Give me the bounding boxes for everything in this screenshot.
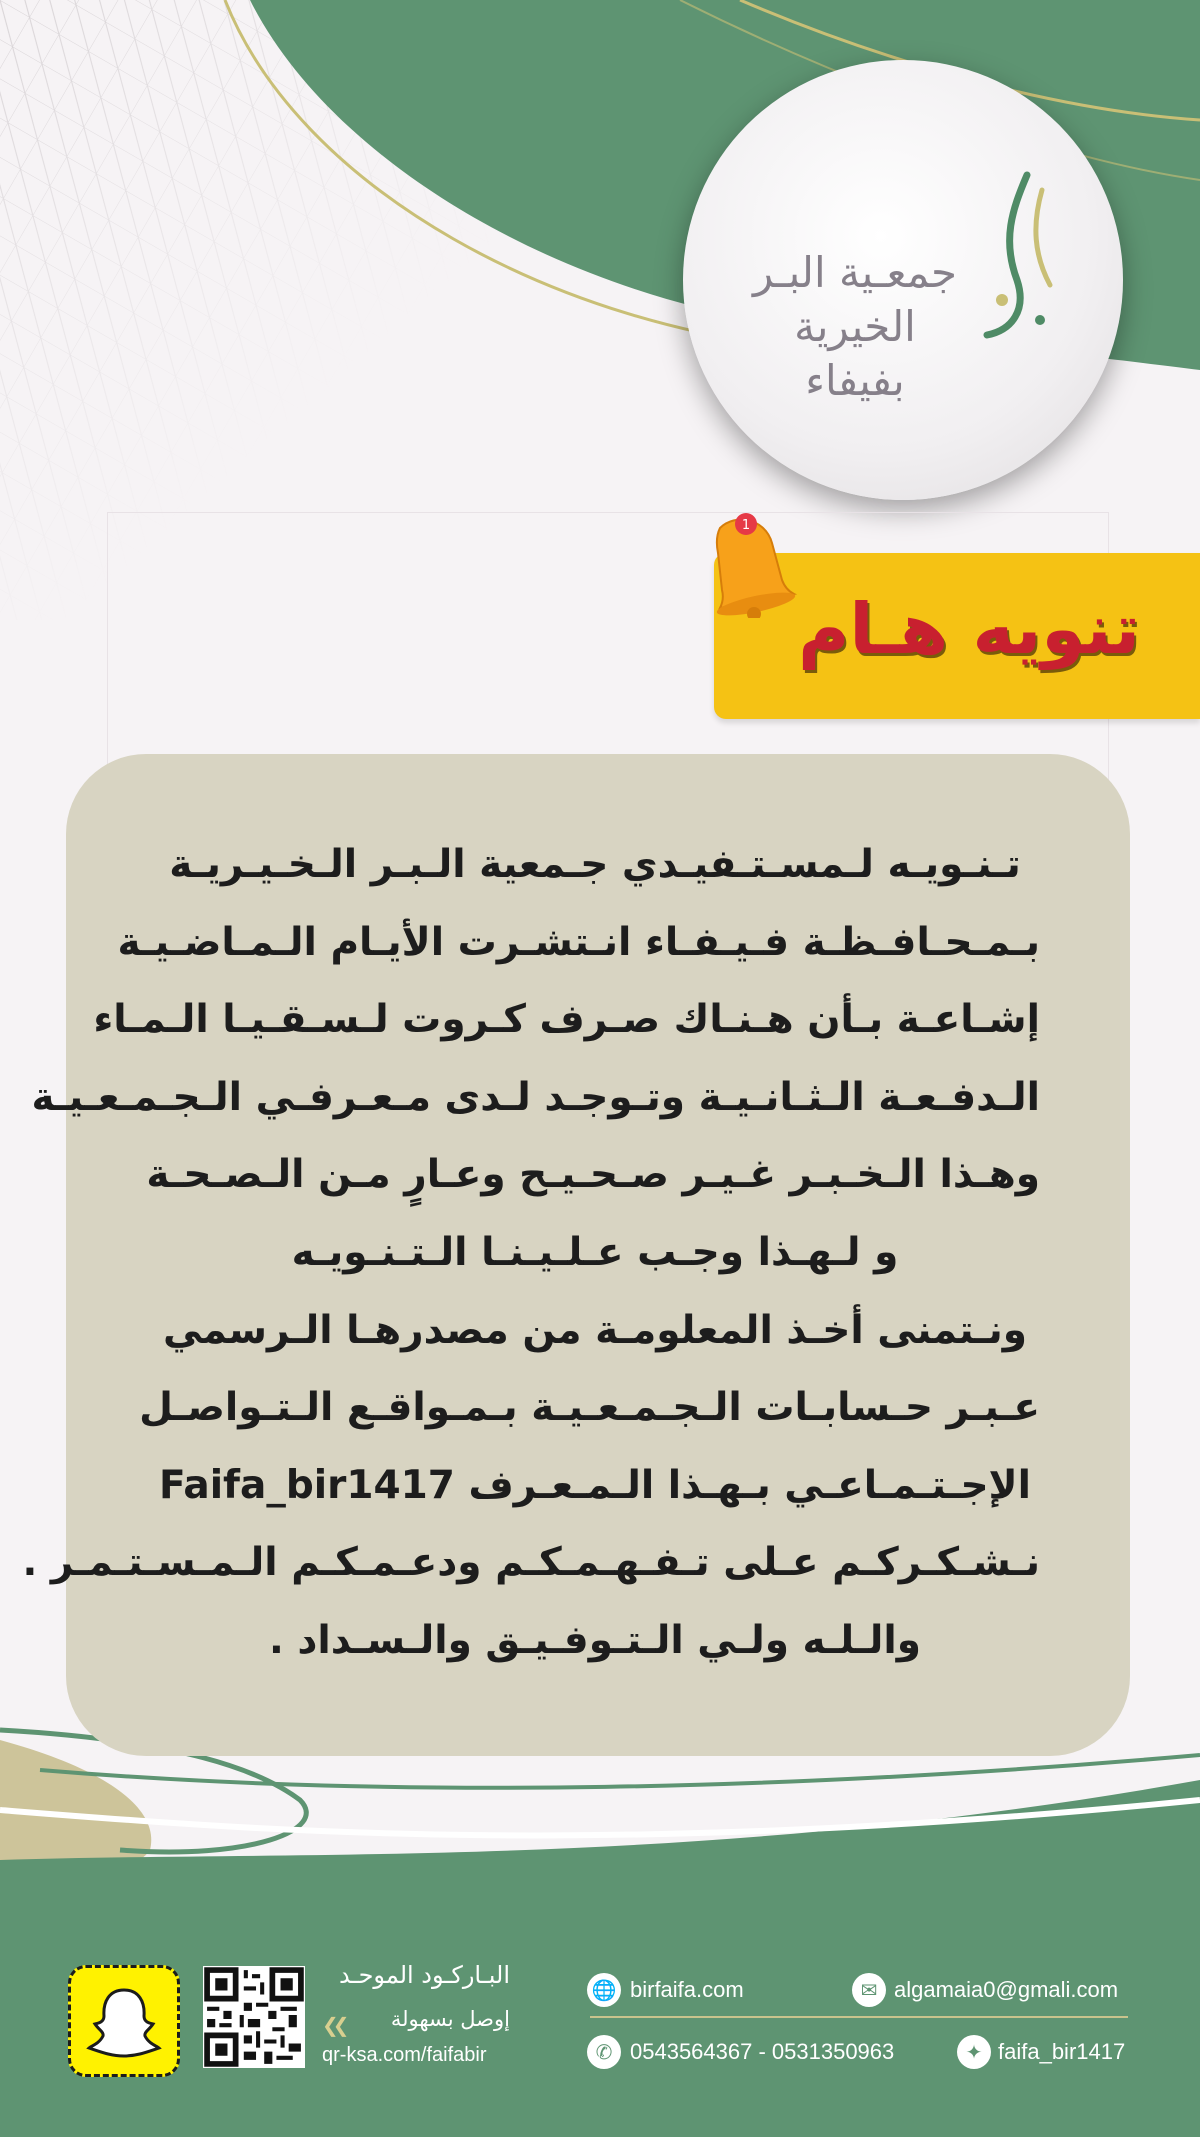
- notice-line: و لـهـذا وجـب عـلـيـنـا الـتـنـويـه: [291, 1229, 899, 1275]
- twitter-icon: ✦: [957, 2035, 991, 2069]
- organization-name-line1: جمعـية البـر: [753, 248, 957, 297]
- phone-numbers[interactable]: 0543564367 - 0531350963: [630, 2039, 895, 2064]
- banner-title: تنويه هـام: [798, 588, 1140, 670]
- footer-divider: [590, 2016, 1128, 2018]
- footer-gold-shape: [0, 1740, 151, 1876]
- globe-icon: 🌐: [587, 1973, 621, 2007]
- chevron-left-icon: ❮❮: [322, 2013, 344, 2037]
- notice-line: وهـذا الـخـبـر غـيـر صـحـيـح وعـارٍ مـن الـصـحـة: [146, 1152, 1040, 1198]
- notice-line: الـدفـعـة الـثـانـيـة وتـوجـد لـدى مـعـرفـي الـجـمـعـيـة: [31, 1074, 1040, 1120]
- snapchat-icon[interactable]: [68, 1965, 180, 2077]
- notice-line: والـلـه ولـي الـتـوفـيـق والـسـداد .: [268, 1617, 922, 1663]
- organization-name-line2: الخيرية بفيفاء: [794, 302, 916, 405]
- notice-line: الإجـتـمـاعـي بـهـذا الـمـعـرف Faifa_bir1417: [159, 1462, 1031, 1508]
- notice-line: ونـتمنى أخـذ المعلومـة من مصدرهـا الـرسمي: [163, 1307, 1027, 1353]
- qr-code-icon[interactable]: [203, 1966, 305, 2068]
- barcode-url[interactable]: qr-ksa.com/faifabir: [322, 2044, 487, 2066]
- barcode-title: البـاركـود الموحـد: [338, 1961, 510, 1989]
- organization-name: [740, 246, 970, 408]
- mail-icon: ✉: [852, 1973, 886, 2007]
- notice-line: بـمـحـافـظـة فـيـفـاء انـتشـرت الأيـام الـمـاضـيـة: [117, 919, 1040, 965]
- notice-body: [22, 826, 1040, 1680]
- calligraphy-logo-icon: [972, 170, 1062, 350]
- website-link[interactable]: birfaifa.com: [630, 1977, 744, 2002]
- notice-line: عـبـر حـسابـات الـجـمـعـيـة بـمـواقـع الـتـواصـل: [139, 1385, 1040, 1431]
- barcode-subtitle: إوصل بسهولة: [390, 2007, 510, 2031]
- notice-line: إشـاعـة بـأن هـنـاك صـرف كـروت لـسـقـيـا الـمـاء: [93, 997, 1040, 1043]
- twitter-handle[interactable]: faifa_bir1417: [998, 2039, 1126, 2064]
- whatsapp-icon: ✆: [587, 2035, 621, 2069]
- notice-line: نـشـكـركـم عـلى تـفـهـمـكـم ودعـمـكـم الـمـسـتـمـر .: [22, 1540, 1040, 1586]
- email-link[interactable]: algamaia0@gmali.com: [894, 1977, 1119, 2002]
- badge-count: 1: [741, 518, 751, 533]
- notice-line: تـنـويـه لـمسـتـفيـدي جـمعية الـبـر الـخـيـريـة: [169, 842, 1021, 887]
- notification-bell-icon: [690, 508, 800, 618]
